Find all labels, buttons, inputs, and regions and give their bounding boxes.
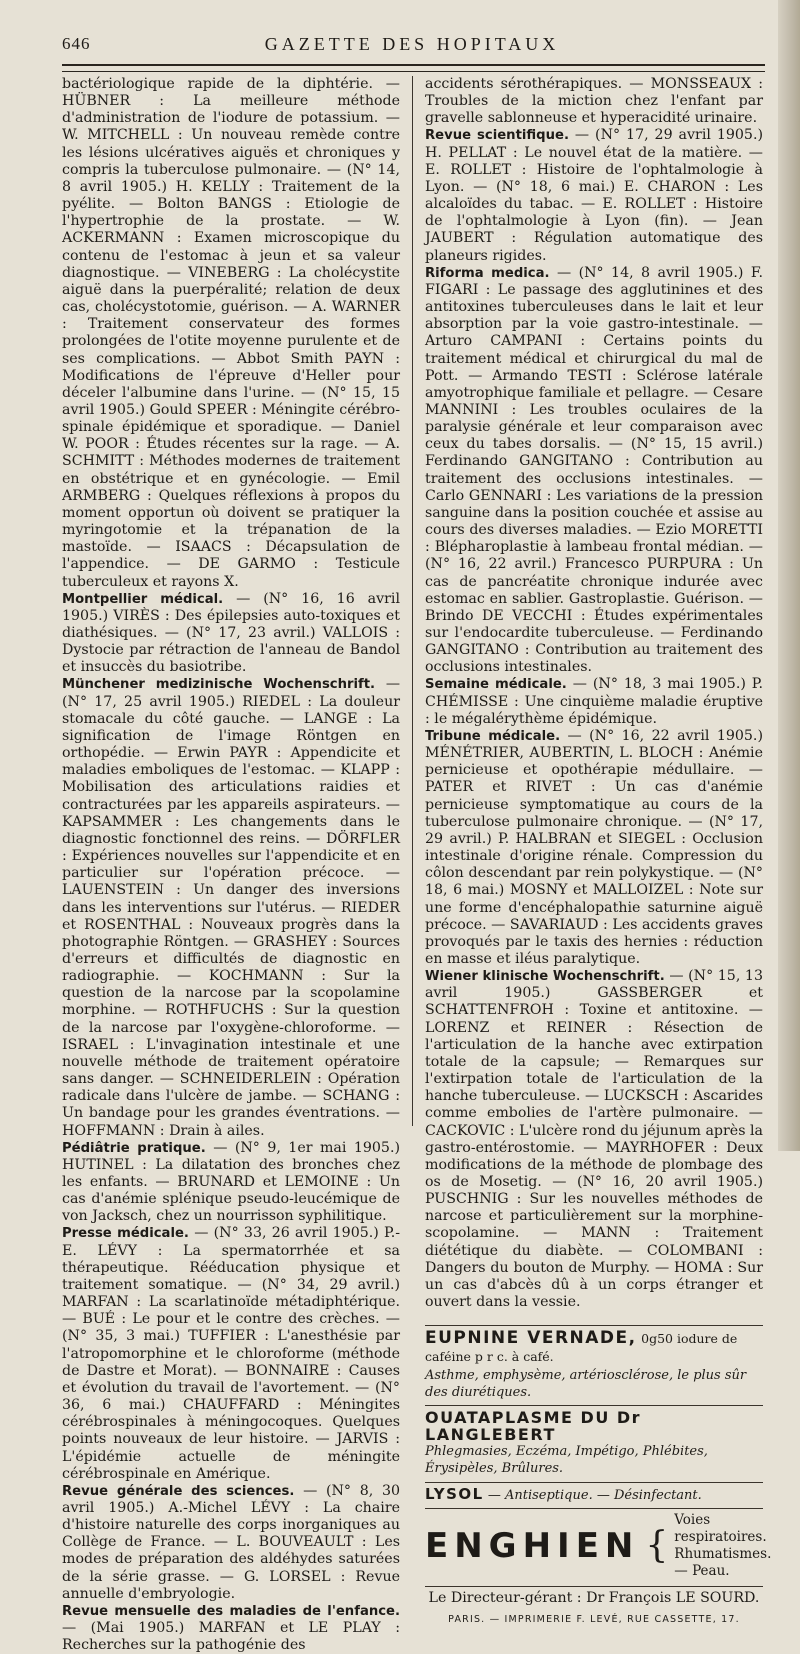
page-header (62, 34, 762, 62)
ad-eupnine-note: 0g50 iodure de caféine p r c. à café. (425, 1331, 738, 1365)
header-rule (62, 64, 765, 72)
left-column (62, 76, 400, 1654)
entry-text: — (N° 16, 22 avril 1905.) MÉNÉTRIER, AUBERTIN, L. BLOCH : Anémie pernicieuse et opothérapie médullaire. — PATER et RIVET : Un cas d'anémie pernicieuse symptomatique au cours de la tuberculose pulmonaire chronique. — (N° 17, 29 avril.) P. HALBRAN et SIEGEL : Occlusion intestinale d'origine rénale. Compression du côlon descendant par rein polykystique. — (N° 18, 6 mai.) MOSNY et MALLOIZEL : Note sur une forme d'encéphalopathie saturnine aiguë précoce. — SAVARIAUD : Les accidents graves provoqués par le taxis des hernies : réduction en masse et iléus paralytique. (425, 727, 763, 967)
column-divider (412, 76, 413, 1126)
page-number: 646 (62, 34, 91, 53)
bibliography-entry (425, 76, 763, 127)
ad-eupnine (425, 1325, 763, 1401)
ad-lysol-tagline: — Antiseptique. — Désinfectant. (487, 1487, 702, 1503)
bibliography-entry (62, 676, 400, 1139)
bibliography-entry (425, 968, 763, 1311)
bibliography-entry (425, 127, 763, 264)
entry-text: — (N° 18, 3 mai 1905.) P. CHÉMISSE : Une cinquième maladie éruptive : le mégalérythème épidémique. (425, 676, 763, 727)
journal-name: Wiener klinische Wochenschrift. (425, 969, 665, 985)
entry-text: accidents sérothérapiques. — MONSSEAUX : Troubles de la miction chez l'enfant par gravelle sablonneuse et hyperacidité urinaire. (425, 76, 763, 127)
entry-text: — (N° 16, 16 avril 1905.) VIRÈS : Des épilepsies auto-toxiques et diathésiques. — (N° 17, 23 avril.) VALLOIS : Dystocie par rétraction de l'anneau de Bandol et insuccès du basiotribe. (62, 590, 400, 676)
ad-enghien (425, 1508, 772, 1580)
bibliography-entry (425, 728, 763, 968)
directeur-gerant: Le Directeur-gérant : Dr François LE SOURD. (425, 1586, 763, 1607)
entry-text: — (N° 17, 29 avril 1905.) H. PELLAT : Le nouvel état de la matière. — E. ROLLET : Histoire de l'ophtalmologie à Lyon. — (N° 18, 6 mai.) E. CHARON : Les alcaloïdes du tabac. — E. ROLLET : Histoire de l'ophtalmologie à Lyon (fin). — Jean JAUBERT : Régulation automatique des planeurs rigides. (425, 127, 763, 264)
entry-text: — (N° 17, 25 avril 1905.) RIEDEL : La douleur stomacale du côté gauche. — LANGE : La signification de l'image Röntgen en orthopédie. — Erwin PAYR : Appendicite et maladies emboliques de l'estomac. — KLAPP : Mobilisation des articulations raidies et contracturées par les appareils aspirateurs. — KAPSAMMER : Les changements dans le diagnostic fonctionnel des reins. — DÖRFLER : Expériences nouvelles sur l'appendicite et en particulier sur l'opération précoce. — LAUENSTEIN : Un danger des inversions dans les interventions sur l'utérus. — RIEDER et ROSENTHAL : Nouveaux progrès dans la photographie Röntgen. — GRASHEY : Sources d'erreurs et difficultés de diagnostic en radiographie. — KOCHMANN : Sur la question de la narcose par la scopolamine morphine. — ROTHFUCHS : Sur la question de la narcose par l'oxygène-chloroforme. — ISRAEL : L'invagination intestinale et une nouvelle méthode de traitement opératoire sans danger. — SCHNEIDERLEIN : Opération radicale dans l'ulcère de jambe. — SCHANG : Un bandage pour les grandes éventrations. — HOFFMANN : Drain à ailes. (62, 676, 400, 1139)
brace-glyph: { (645, 1524, 669, 1566)
journal-name: Revue scientifique. (425, 128, 569, 144)
entry-text: — (N° 9, 1er mai 1905.) HUTINEL : La dilatation des bronches chez les enfants. — BRUNARD et LEMOINE : Un cas d'anémie splénique pseudo-leucémique de von Jacksch, chez un nourrisson syphilitique. (62, 1139, 401, 1225)
entry-text: bactériologique rapide de la diphtérie. — HÜBNER : La meilleure méthode d'administration de l'iodure de potassium. — W. MITCHELL : Un nouveau remède contre les lésions ulcératives aiguës et chroniques y compris la tuberculose pulmonaire. — (N° 14, 8 avril 1905.) H. KELLY : Traitement de la pyélite. — Bolton BANGS : Etiologie de l'hypertrophie de la prostate. — W. ACKERMANN : Examen microscopique du contenu de l'estomac à jeun et sa valeur diagnostique. — VINEBERG : La cholécystite aiguë dans la puerpéralité; relation de deux cas, cholécystotomie, guérison. — A. WARNER : Traitement conservateur des formes prolongées de l'otite moyenne purulente et de ses complications. — Abbot Smith PAYN : Modifications de l'épreuve d'Heller pour déceler l'albumine dans l'urine. — (N° 15, 15 avril 1905.) Gould SPEER : Méningite cérébro-spinale épidémique et sporadique. — Daniel W. POOR : Études récentes sur la rage. — A. SCHMITT : Méthodes modernes de traitement en obstétrique et en gynécologie. — Emil ARMBERG : Quelques réflexions à propos du moment opportun où doivent se pratiquer la myringotomie et la trépanation de la mastoïde. — ISAACS : Décapsulation de l'appendice. — DE GARMO : Testicule tuberculeux et rayons X. (62, 76, 400, 590)
journal-name: Pédiâtrie pratique. (62, 1140, 206, 1156)
entry-text: — (N° 33, 26 avril 1905.) P.-E. LÉVY : La spermatorrhée et sa thérapeutique. Rééducation physique et traitement somatique. — (N° 34, 29 avril.) MARFAN : La scarlatinoïde métadiphtérique. — BUÉ : Le pour et le contre des crèches. — (N° 35, 3 mai.) TUFFIER : L'anesthésie par l'atropomorphine et le chloroforme (méthode de Dastre et Morat). — BONNAIRE : Causes et évolution du travail de l'avortement. — (N° 36, 6 mai.) CHAUFFARD : Méningites cérébrospinales à méningocoques. Quelques points nouveaux de leur histoire. — JARVIS : L'épidémie actuelle de méningite cérébrospinale en Amérique. (62, 1225, 401, 1482)
ad-ouataplasme (425, 1405, 763, 1478)
bibliography-entry (425, 265, 763, 677)
ad-ouataplasme-tagline: Phlegmasies, Eczéma, Impétigo, Phlébites, Érysipèles, Brûlures. (425, 1444, 708, 1477)
ad-lysol-name: LYSOL (425, 1484, 484, 1503)
bibliography-entry (62, 1225, 400, 1482)
bibliography-entry (62, 591, 400, 677)
right-column (425, 76, 772, 1628)
journal-name: Revue générale des sciences. (62, 1483, 295, 1499)
journal-title: GAZETTE DES HOPITAUX (264, 34, 560, 54)
journal-name: Revue mensuelle des maladies de l'enfance. (62, 1603, 400, 1619)
imprimerie: PARIS. — IMPRIMERIE F. LEVÉ, RUE CASSETTE, 17. (448, 1613, 740, 1625)
ad-enghien-name: ENGHIEN (425, 1525, 640, 1566)
ad-lysol (425, 1482, 763, 1504)
entry-text: — (N° 14, 8 avril 1905.) F. FIGARI : Le passage des agglutinines et des antitoxines tuberculeuses dans le lait et leur absorption par la voie gastro-intestinale. — Arturo CAMPANI : Certains points du traitement médical et chirurgical du mal de Pott. — Armando TESTI : Sclérose latérale amyotrophique familiale et pellagre. — Cesare MANNINI : Les troubles oculaires de la paralysie générale et leur comparaison avec ceux du tabes dorsalis. — (N° 15, 15 avril.) Ferdinando GANGITANO : Contribution au traitement des occlusions intestinales. — Carlo GENNARI : Les variations de la pression sanguine dans la position couchée et assise au cours des diverses maladies. — Ezio MORETTI : Blépharoplastie à lambeau frontal médian. — (N° 16, 22 avril.) Francesco PURPURA : Un cas de pancréatite chronique indurée avec estomac en sablier. Gastroplastie. Guérison. — Brindo DE VECCHI : Études expérimentales sur l'endocardite tuberculeuse. — Ferdinando GANGITANO : Contribution au traitement des occlusions intestinales. (425, 264, 763, 676)
entry-text: — (N° 8, 30 avril 1905.) A.-Michel LÉVY : La chaire d'histoire naturelle des corps inorganiques au Collège de France. — L. BOUVEAULT : Les modes de préparation des aldéhydes saturées de la série grasse. — G. LORSEL : Revue annuelle d'embryologie. (62, 1482, 400, 1602)
bibliography-entry (425, 676, 763, 727)
ad-enghien-line1: Voies respiratoires. (674, 1511, 767, 1545)
journal-name: Semaine médicale. (425, 677, 567, 693)
bibliography-entry (62, 1603, 400, 1654)
journal-name: Montpellier médical. (62, 591, 224, 607)
journal-name: Tribune médicale. (425, 728, 561, 744)
journal-name: Riforma medica. (425, 265, 550, 281)
bibliography-entry (62, 1140, 400, 1226)
bibliography-entry (62, 76, 400, 591)
entry-text: — (Mai 1905.) MARFAN et LE PLAY : Recherches sur la pathogénie des (62, 1620, 400, 1654)
journal-name: Münchener medizinische Wochenschrift. (62, 677, 376, 693)
bibliography-entry (62, 1483, 400, 1603)
ad-eupnine-tagline: Asthme, emphysème, artériosclérose, le plus sûr des diurétiques. (425, 1367, 747, 1400)
journal-name: Presse médicale. (62, 1226, 189, 1242)
ad-enghien-line2: Rhumatismes. — Peau. (674, 1545, 772, 1579)
entry-text: — (N° 15, 13 avril 1905.) GASSBERGER et SCHATTENFROH : Toxine et antitoxine. — LORENZ et REINER : Résection de l'articulation de la hanche avec extirpation totale de la capsule; — Remarques sur l'extirpation totale de l'articulation de la hanche tuberculeuse. — LUCKSCH : Ascarides comme embolies de l'artère pulmonaire. — CACKOVIC : L'ulcère rond du jéjunum après la gastro-entérostomie. — MAYRHOFER : Deux modifications de la méthode de plombage des os de Mosetig. — (N° 16, 20 avril 1905.) PUSCHNIG : Sur les nouvelles méthodes de narcose et particulièrement sur la morphine-scopolamine. — MANN : Traitement diététique du diabète. — COLOMBANI : Dangers du bouton de Murphy. — HOMA : Sur un cas d'abcès dû à un corps étranger et ouvert dans la vessie. (425, 968, 763, 1311)
ad-ouataplasme-name: OUATAPLASME DU Dr LANGLEBERT (425, 1407, 642, 1445)
page-edge (778, 0, 800, 1151)
ad-eupnine-name: EUPNINE VERNADE, (425, 1328, 637, 1349)
